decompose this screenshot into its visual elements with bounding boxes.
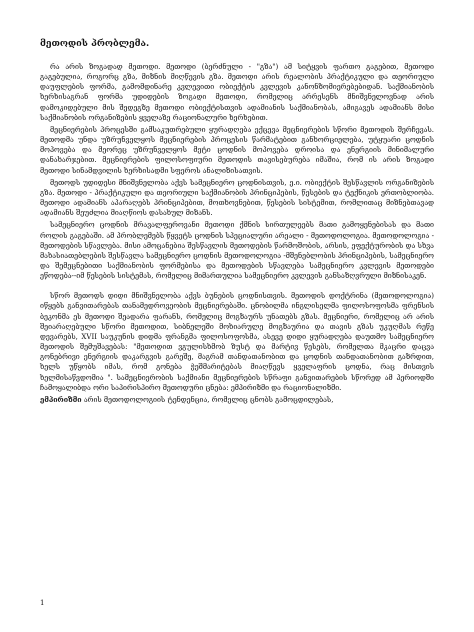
bold-term: ემპირიზმი: [40, 394, 82, 404]
paragraph-6-text: არის მეთოდოლოგიის ტენდენცია, რომელიც ცნობს გამოცდილებას,: [81, 394, 334, 404]
paragraph-5: სწორ მეთოდს დიდი მნიშვნელობა აქვს ბუნების ცოდნისთვის. მეთოდის დოქტრინა (მეთოდოლოგია) იწყებს განვითარებას თანამედროვეობის მეცნიერებაში. ცნობილმა ინგლისელმა ფილოსოფოსმა ფრენსის ბეკონმა ეს მეთოდი შეადარა ფარანს, რომელიც მოგზაურს უნათებს გზას. მეცნიერი, რომელიც არ არის შეიარაღებული სწორი მეთოდით, სიბნელეში მოხიარულე მოგზაურია და თავის გზას უკუღმას რეწე დევარებს, XVII საუკუნის დიდმა ფრანგმა ფილოსოფოსმა, ასევე დიდი ყურადღება დაუთმო სამეცნიერო მეთოდის შემუშავებას: "მეთოდით ვგულისხმობ ზუსტ და მარტივ წესებს, რომელთა მკაცრი დაცვა გონებრივი ენერგიის დაკარგვის გარეშე, მაგრამ თანდათანობით და ცოდნის თანდათანობით გაზრდით, ხელს უწყობს იმას, რომ გონება ჭეშმარიტებას მიაღწევს ყველაფრის ცოდნა, რაც მისთვის ხელმისაწვდომია ". სამეცნიერობის საქმიანი მეცნიერების სწრაფი განვითარების სწორედ ამ პერიოდში ჩამოყალიბდა ორი საპირისპირო მეთოდური ცნება: ემპირიზმი და რაციონალიზმი.: [40, 291, 434, 392]
paragraph-4: სამეცნიერო ცოდნის მრავალფეროვანი მეთოდი ქმნის სირთულეებს მათი გამოყენებისას და მათი როლის გაგებაში. ამ პრობლემებს წყვეტს ცოდნის სპეციალური არეალი - მეთოდოლოგია. მეთოდოლოგია - მეთოდების სწავლება. მისი ამოცანებია შესწავლის მეთოდების წარმოშობის, არსის, ეფექტურობის და სხვა მახასიათებლების შესწავლა სამეცნიერო ცოდნის მეთოდოლოგია -მშენებლობის პრინციპების, სამეცნიერო და შემეცნებითი საქმიანობის ფორმებისა და მეთოდების სწავლება სამეცნიერო კვლევის მეთოდები ეწოდება--იმ წესების სისტემას, რომელიც მიმართულია სამეცნიერო კვლევის განსაზღვრული მიზნისაკენ.: [40, 220, 434, 281]
paragraph-6: [40, 395, 434, 405]
paragraph-2: მეცნიერების პროცესში გამსაკუთრებული ყურადღება ექცევა მეცნიერების სწორი მეთოდის შერჩევას. მეთოდმა უნდა უზრუნველყოს მეცნიერების პროცესის წარმატებით განხორციელება, უტყუარი ცოდნის მოპოვება და მეორეც უზრუნველყოს მეტი ცოდნის მოპოვება დროისა და ენერგიის მინიმალური დანახარჯებით. მეცნიერების ფილოსოფიური მეთოდის თავისებურება იმაშია, რომ ის არის ზოგადი მეთოდი სინამდვილის ხერხისადმი სფეროს ანალიზისათვის.: [40, 124, 434, 175]
page-number: 1: [40, 599, 45, 607]
page-title: მეთოდის პრობლემა.: [40, 38, 150, 49]
paragraph-1: რა არის ზოგადად მეთოდი. მეთოდი (ბერძნული - "გზა") ამ სიტყვის ფართო გაგებით, მეთოდი გაგებულია, როგორც გზა, მიზნის მიღწევის გზა. მეთოდი არის რეალობის პრაქტიკული და თეორიული დაუფლების ფორმა, გამომდინარე კვლევითი ობიექტის კვლევის კანონზომიერებებიდან. საქმიანობის ხერხისაგრან ფორმა უდიდების ზოგადი მეთოდი, რომელიც არ‌რესენს მნიშვნელოვნად არის დამოკიდებული მის შედეგზე მეთოდი ობიექტისთვის ადამიანის საქმიანობას, ამიგავეს ადამიანს მისი საქმიანობის ორგანიზების ყველაზე რაციონალური ხერხებით.: [40, 62, 434, 122]
paragraph-3: მეთოდს უდიდესი მნიშვნელობა აქვს სამეცნიერო ცოდნისთვის, ე.ი. ობიექტის შესწავლის ორგანიზების გზა. მეთოდი - პრაქტიკული და თეორიული საქმიანობის პრინციპების, წესების და ტექნიკის ერთობლიობა. მეთოდი ადამიანს აპარაღებს პრინციპებით, მოთხოვნებით, წესების სისტემით, რომლითაც მიზნებთავად ადამიანს შეუძლია მიაღწიოს დასახულ მიზანს.: [40, 177, 434, 218]
